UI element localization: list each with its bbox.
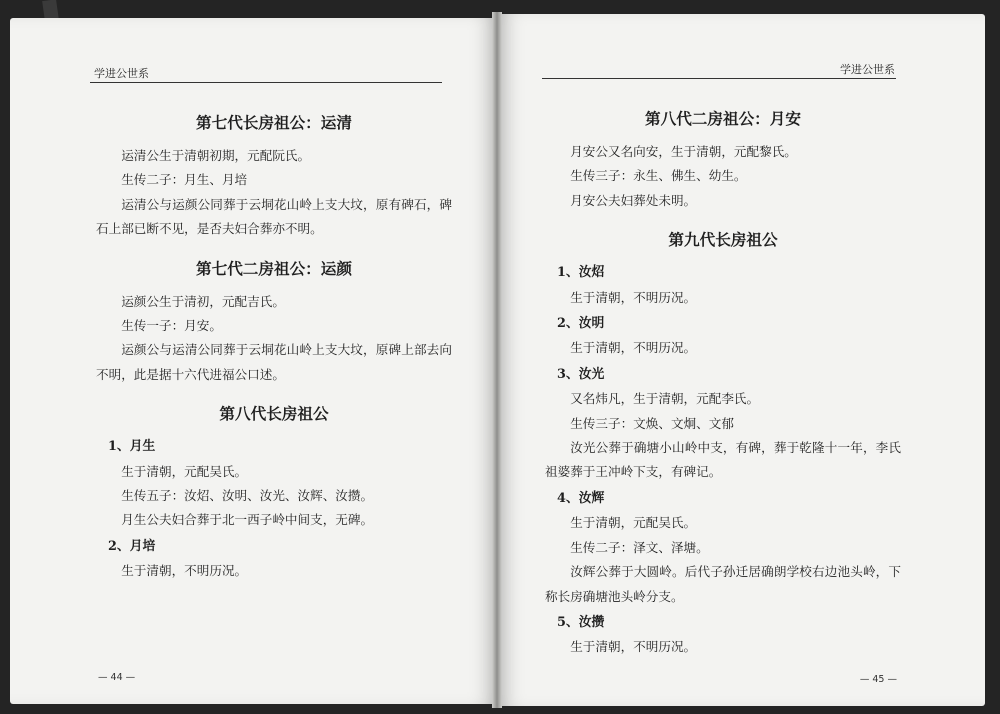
paragraph: 运清公生于清朝初期，元配阮氏。 xyxy=(121,148,311,163)
section-heading: 第七代长房祖公：运清 xyxy=(196,113,352,132)
entry-heading: 2、月培 xyxy=(108,538,156,554)
paragraph: 运颜公生于清初，元配吉氏。 xyxy=(121,293,285,309)
paragraph: 生于清朝，不明历况。 xyxy=(570,639,697,655)
section-heading: 第七代二房祖公：运颜 xyxy=(196,258,352,278)
entry-heading: 4、汝辉 xyxy=(557,490,605,506)
paragraph: 生于清朝，元配吴氏。 xyxy=(570,515,697,531)
header-rule xyxy=(90,82,442,83)
paragraph: 汝辉公葬于大圆岭。后代子孙迁居确朗学校右边池头岭，下称长房确塘池头岭分支。 xyxy=(545,564,901,604)
paragraph: 生传二子：月生、月培 xyxy=(121,172,248,188)
section-heading: 第九代长房祖公 xyxy=(668,230,778,250)
right-page xyxy=(497,14,985,706)
paragraph: 运清公与运颜公同葬于云垌花山岭上支大坟，原有碑石，碑石上部已断不见，是否夫妇合葬亦不明。 xyxy=(96,196,452,237)
paragraph: 月安公又名向安，生于清朝，元配黎氏。 xyxy=(570,144,797,159)
paragraph: 生传五子：汝炤、汝明、汝光、汝辉、汝攒。 xyxy=(121,488,374,504)
page-number: — 45 — xyxy=(859,674,897,685)
book-spine-gutter xyxy=(492,12,502,708)
paragraph: 生于清朝，不明历况。 xyxy=(570,289,697,305)
paragraph: 又名炜凡，生于清朝，元配李氏。 xyxy=(570,391,760,407)
entry-heading: 5、汝攒 xyxy=(557,614,605,630)
entry-heading: 3、汝光 xyxy=(557,366,605,382)
entry-heading: 1、汝炤 xyxy=(557,265,605,281)
paragraph: 生传二子：泽文、泽塘。 xyxy=(570,539,709,555)
paragraph: 生传三子：永生、佛生、幼生。 xyxy=(570,168,747,184)
entry-heading: 2、汝明 xyxy=(557,316,605,332)
section-heading: 第八代长房祖公 xyxy=(219,404,329,424)
entry-heading: 1、月生 xyxy=(108,439,156,455)
running-head: 学进公世系 xyxy=(94,67,149,80)
paragraph: 生于清朝，元配吴氏。 xyxy=(121,463,248,479)
paragraph: 汝光公葬于确塘小山岭中支，有碑，葬于乾隆十一年，李氏祖婆葬于王冲岭下支，有碑记。 xyxy=(545,440,901,480)
paragraph: 生传三子：文焕、文炯、文郁 xyxy=(570,415,734,431)
paragraph: 运颜公与运清公同葬于云垌花山岭上支大坟，原碑上部去向不明，此是据十六代进福公口述。 xyxy=(96,342,452,382)
paragraph: 生于清朝，不明历况。 xyxy=(121,563,248,579)
paragraph: 月安公夫妇葬处未明。 xyxy=(570,192,697,208)
running-head: 学进公世系 xyxy=(840,63,895,76)
section-heading: 第八代二房祖公：月安 xyxy=(645,109,801,128)
paragraph: 生传一子：月安。 xyxy=(121,318,222,334)
page-body xyxy=(545,106,901,660)
page-number: — 44 — xyxy=(98,672,136,683)
left-page xyxy=(10,18,497,704)
paragraph: 月生公夫妇合葬于北一西子岭中间支，无碑。 xyxy=(121,512,374,528)
header-rule xyxy=(542,78,896,79)
paragraph: 生于清朝，不明历况。 xyxy=(570,340,697,356)
page-body xyxy=(96,110,452,584)
